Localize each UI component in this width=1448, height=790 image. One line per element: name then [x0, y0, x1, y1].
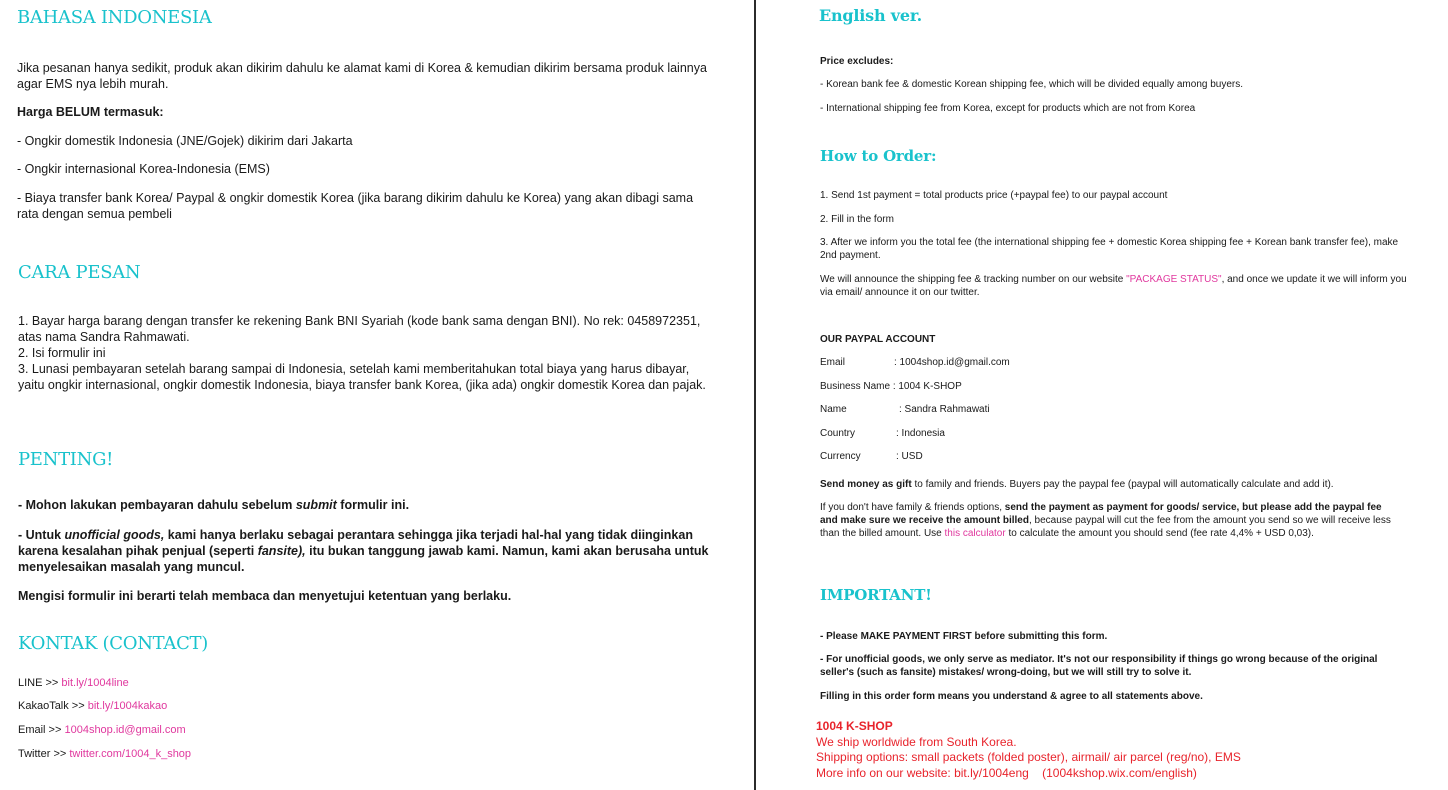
order-step: 3. After we inform you the total fee (the international shipping fee + domestic Korea shipping fee + Korean bank transfer fee), make 2nd payment.	[820, 237, 1399, 261]
twitter-link[interactable]: twitter.com/1004_k_shop	[69, 748, 192, 760]
english-section	[756, 0, 1448, 790]
price-item: - Ongkir internasional Korea-Indonesia (EMS)	[17, 162, 270, 176]
contact-email: Email >> 1004shop.id@gmail.com	[18, 724, 186, 736]
paypal-heading: OUR PAYPAL ACCOUNT	[820, 334, 936, 345]
paypal-row-currency: Currency : USD	[820, 451, 923, 462]
section-title-cara-pesan: CARA PESAN	[18, 262, 141, 283]
order-step: 1. Bayar harga barang dengan transfer ke rekening Bank BNI Syariah (kode bank sama dengan BNI). No rek: 0458972351, atas nama Sandra Rahmawati.	[18, 314, 701, 344]
section-title-important: IMPORTANT!	[820, 586, 932, 604]
announce-paragraph: We will announce the shipping fee & tracking number on our website "PACKAGE STATUS", and once we update it we will inform you via email/ announce it on our twitter.	[820, 274, 1407, 298]
important-item: - For unofficial goods, we only serve as mediator. It's not our responsibility if things go wrong because of the original seller's (such as fansite) mistakes/ wrong-doing, but we will still try to solve it.	[820, 654, 1378, 678]
contact-twitter: Twitter >> twitter.com/1004_k_shop	[18, 748, 192, 760]
important-item: Filling in this order form means you understand & agree to all statements above.	[820, 691, 1203, 702]
price-item: - Ongkir domestik Indonesia (JNE/Gojek) dikirim dari Jakarta	[17, 134, 353, 148]
price-heading: Harga BELUM termasuk:	[17, 105, 164, 119]
order-step: 2. Isi formulir ini	[18, 346, 106, 360]
section-title-kontak: KONTAK (CONTACT)	[18, 633, 208, 654]
kakaotalk-link[interactable]: bit.ly/1004kakao	[87, 700, 168, 712]
email-link[interactable]: 1004shop.id@gmail.com	[64, 724, 186, 736]
order-step: 1. Send 1st payment = total products price (+paypal fee) to our paypal account	[820, 190, 1168, 201]
no-gift-paragraph: If you don't have family & friends options, send the payment as payment for goods/ service, but please add the paypal fee and make sure we receive the amount billed, because paypal will cut the fee from the amount you send so we will receive less than the billed amount. Use this calculator to calculate the amount you should send (fee rate 4,4% + USD 0,03).	[820, 502, 1391, 539]
paypal-row-country: Country : Indonesia	[820, 428, 945, 439]
section-title-penting: PENTING!	[18, 449, 114, 470]
price-exclude-item: - Korean bank fee & domestic Korean shipping fee, which will be divided equally among buyers.	[820, 79, 1244, 90]
price-item: - Biaya transfer bank Korea/ Paypal & ongkir domestik Korea (jika barang dikirim dahulu ke Korea) yang akan dibagi sama rata dengan semua pembeli	[17, 191, 694, 221]
important-note-2: - Untuk unofficial goods, kami hanya berlaku sebagai perantara sehingga jika terjadi hal-hal yang tidak diinginkan karena kesalahan pihak penjual (seperti fansite), itu bukan tanggung jawab kami. Namun, kami akan berusaha untuk menyelesaikan masalah yang muncul.	[18, 528, 709, 574]
shop-line: More info on our website: bit.ly/1004eng (1004kshop.wix.com/english)	[816, 765, 1197, 780]
section-title-how-to-order: How to Order:	[820, 147, 937, 165]
price-excludes-heading: Price excludes:	[820, 56, 894, 67]
important-note-1: - Mohon lakukan pembayaran dahulu sebelum submit formulir ini.	[18, 498, 410, 512]
line-link[interactable]: bit.ly/1004line	[61, 677, 129, 689]
shop-line: Shipping options: small packets (folded poster), airmail/ air parcel (reg/no), EMS	[816, 750, 1241, 764]
contact-line: LINE >> bit.ly/1004line	[18, 677, 129, 689]
price-exclude-item: - International shipping fee from Korea, except for products which are not from Korea	[820, 103, 1196, 114]
contact-kakaotalk: KakaoTalk >> bit.ly/1004kakao	[18, 700, 168, 712]
shop-footer	[816, 719, 1241, 781]
order-step: 3. Lunasi pembayaran setelah barang sampai di Indonesia, setelah kami memberitahukan total biaya yang harus dibayar, yaitu ongkir internasional, ongkir domestik Indonesia, biaya transfer bank Korea, (jika ada) ongkir domestik Korea dan pajak.	[18, 362, 706, 392]
shop-name: 1004 K-SHOP	[816, 719, 893, 733]
order-step: 2. Fill in the form	[820, 214, 894, 225]
paypal-row-email: Email : 1004shop.id@gmail.com	[820, 357, 1010, 368]
intro-paragraph: Jika pesanan hanya sedikit, produk akan dikirim dahulu ke alamat kami di Korea & kemudian dikirim bersama produk lainnya agar EMS nya lebih murah.	[17, 61, 707, 91]
paypal-row-name: Name : Sandra Rahmawati	[820, 404, 990, 415]
calculator-link[interactable]: this calculator	[944, 528, 1006, 539]
section-title-indonesia: BAHASA INDONESIA	[17, 7, 212, 28]
important-item: - Please MAKE PAYMENT FIRST before submitting this form.	[820, 631, 1108, 642]
section-title-english: English ver.	[819, 6, 922, 25]
shop-line: We ship worldwide from South Korea.	[816, 734, 1017, 749]
package-status-link[interactable]: "PACKAGE STATUS"	[1126, 274, 1222, 285]
important-note-3: Mengisi formulir ini berarti telah membaca dan menyetujui ketentuan yang berlaku.	[18, 589, 512, 603]
gift-paragraph: Send money as gift to family and friends. Buyers pay the paypal fee (paypal will automatically calculate and add it).	[820, 479, 1334, 490]
paypal-row-business: Business Name : 1004 K-SHOP	[820, 381, 962, 392]
